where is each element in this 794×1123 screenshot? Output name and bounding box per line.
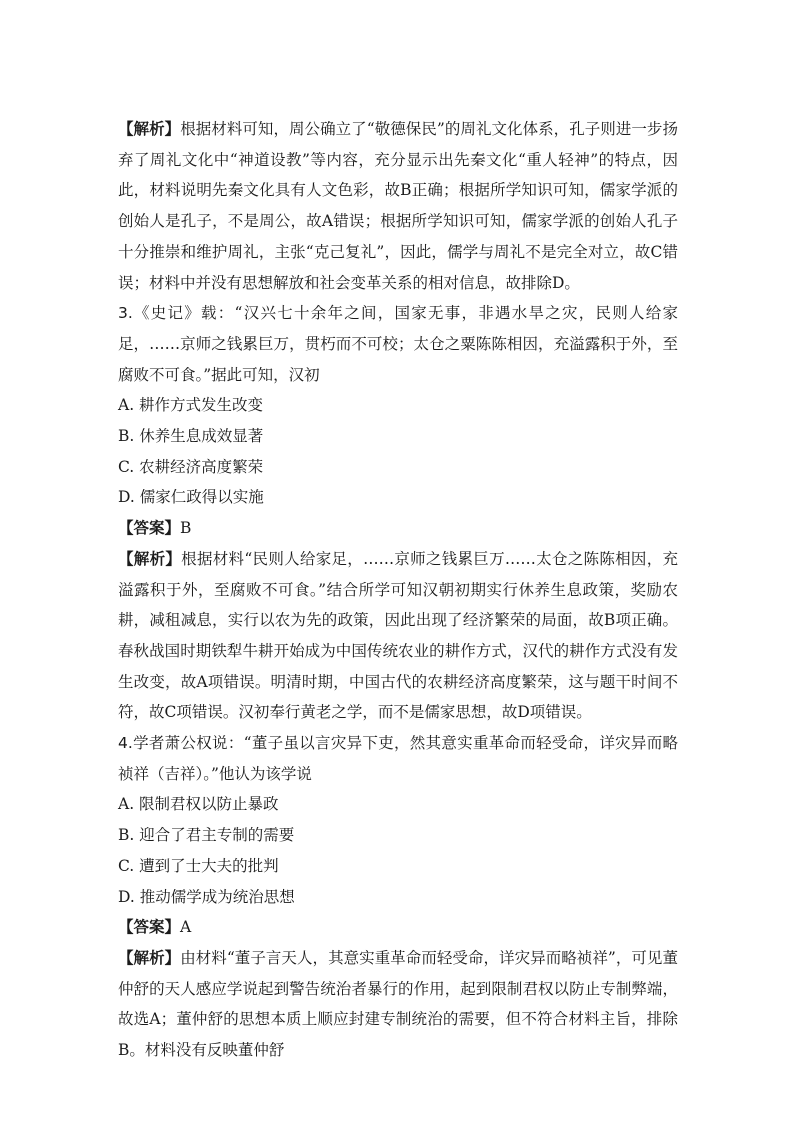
option-b: B. 休养生息成效显著 — [118, 427, 264, 446]
analysis-paragraph — [118, 114, 678, 298]
option-d: D. 儒家仁政得以实施 — [118, 488, 264, 507]
option-a: A. 限制君权以防止暴政 — [118, 795, 279, 814]
answer-tag: 【答案】 — [118, 518, 181, 538]
option-c: C. 遭到了士大夫的批判 — [118, 856, 279, 875]
analysis-text: 根据材料“民则人给家足，……京师之钱累巨万……太仓之陈陈相因，充溢露积于外，至腐败不可食。”结合所学可知汉朝初期实行休养生息政策，奖励农耕，减租减息，实行以农为先的政策，因此出现了经济繁荣的局面，故B项正确。春秋战国时期铁犁牛耕开始成为中国传统农业的耕作方式，汉代的耕作方式没有发生改变，故A项错误。明清时期，中国古代的农耕经济高度繁荣，这与题干时间不符，故C项错误。汉初奉行黄老之学，而不是儒家思想，故D项错误。 — [118, 549, 678, 722]
option-c: C. 农耕经济高度繁荣 — [118, 457, 264, 476]
answer-line — [118, 513, 678, 544]
question-4 — [118, 728, 678, 912]
analysis-block-q2 — [118, 114, 678, 298]
answer-tag: 【答案】 — [118, 917, 181, 937]
answer-block-q3 — [118, 513, 678, 544]
analysis-block-q4 — [118, 943, 678, 1066]
question-text: 学者萧公权说：“董子虽以言灾异下吏，然其意实重革命而轻受命，详灾异而略祯祥（吉祥）。”他认为该学说 — [118, 734, 678, 783]
question-number: 4. — [118, 734, 133, 753]
option-a: A. 耕作方式发生改变 — [118, 396, 264, 415]
question-stem — [118, 298, 678, 390]
analysis-paragraph — [118, 544, 678, 728]
question-3 — [118, 298, 678, 513]
option-d: D. 推动儒学成为统治思想 — [118, 887, 295, 906]
analysis-text: 由材料“董子言天人，其意实重革命而轻受命，详灾异而略祯祥”，可见董仲舒的天人感应学说起到警告统治者暴行的作用，起到限制君权以防止专制弊端，故选A；董仲舒的思想本质上顺应封建专制统治的需要，但不符合材料主旨，排除B。材料没有反映董仲舒 — [118, 948, 678, 1060]
analysis-text: 根据材料可知，周公确立了“敬德保民”的周礼文化体系，孔子则进一步扬弃了周礼文化中“神道设教”等内容，充分显示出先秦文化“重人轻神”的特点，因此，材料说明先秦文化具有人文色彩，故B正确；根据所学知识可知，儒家学派的创始人是孔子，不是周公，故A错误；根据所学知识可知，儒家学派的创始人孔子十分推崇和维护周礼，主张“克己复礼”，因此，儒学与周礼不是完全对立，故C错误；材料中并没有思想解放和社会变革关系的相对信息，故排除D。 — [118, 120, 678, 292]
answer-line — [118, 912, 678, 943]
analysis-tag: 【解析】 — [118, 947, 181, 967]
analysis-paragraph — [118, 943, 678, 1066]
analysis-tag: 【解析】 — [118, 548, 182, 568]
answer-block-q4 — [118, 912, 678, 943]
question-stem — [118, 728, 678, 789]
analysis-tag: 【解析】 — [118, 119, 181, 138]
question-number: 3. — [118, 304, 133, 323]
question-text: 《史记》载：“汉兴七十余年之间，国家无事，非遇水旱之灾，民则人给家足，……京师之钱累巨万，贯朽而不可校；太仓之粟陈陈相因，充溢露积于外，至腐败不可食。”据此可知，汉初 — [118, 304, 678, 384]
document-page — [118, 114, 678, 1066]
answer-value: A — [180, 918, 192, 937]
answer-value: B — [180, 519, 192, 538]
option-b: B. 迎合了君主专制的需要 — [118, 826, 295, 845]
analysis-block-q3 — [118, 544, 678, 728]
